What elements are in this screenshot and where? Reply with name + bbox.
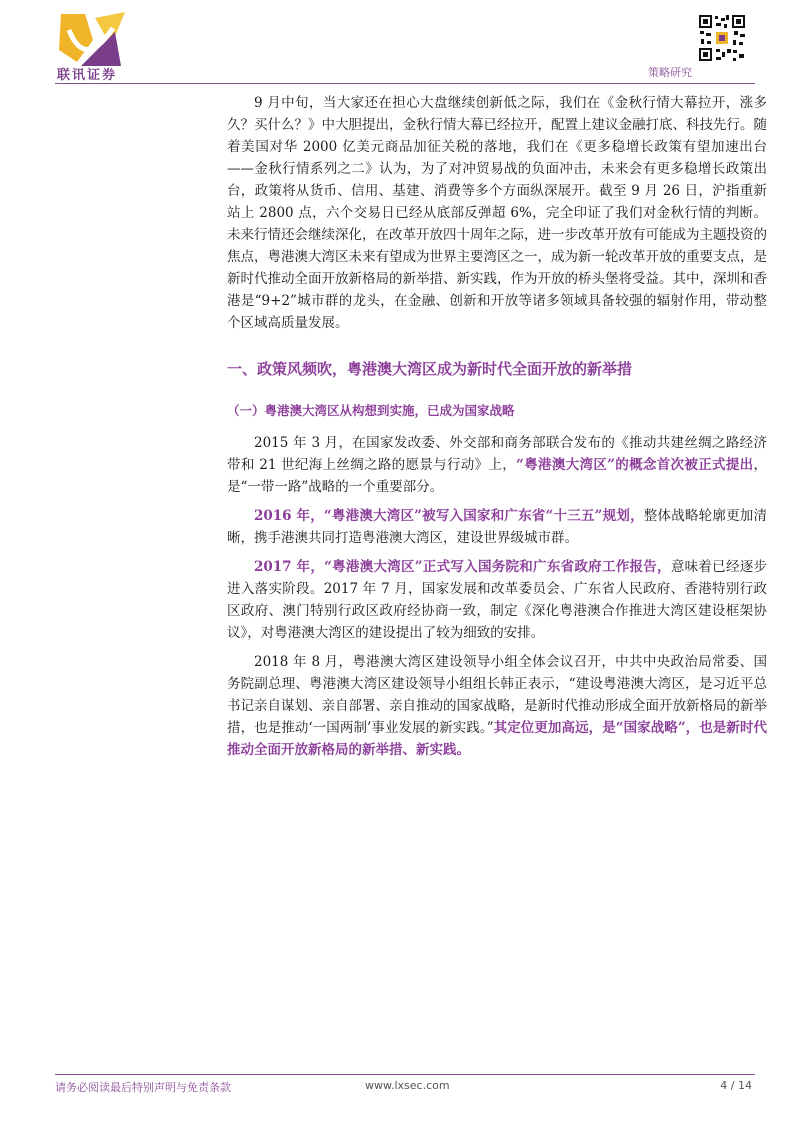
document-body xyxy=(227,92,767,768)
paragraph-2015 xyxy=(227,432,767,498)
footer-website-link[interactable]: www.lxsec.com xyxy=(365,1079,450,1092)
section-heading: 一、政策风频吹，粤港澳大湾区成为新时代全面开放的新举措 xyxy=(227,360,633,378)
header-divider xyxy=(55,83,755,84)
paragraph-text: 整体战略轮廓更加清晰，携手港澳共同打造粤港澳大湾区，建设世界级城市群。 xyxy=(227,508,767,546)
paragraph-text: 2018 年 8 月，粤港澳大湾区建设领导小组全体会议召开，中共中央政治局常委、国务院副总理、粤港澳大湾区建设领导小组组长韩正表示，“建设粤港澳大湾区，是习近平总书记亲自谋划、亲自部署、亲自推动的国家战略，是新时代推动形成全面开放新格局的新举措，也是推动‘一国两制’事业发展的新实践。” xyxy=(227,654,767,736)
intro-paragraph: 9 月中旬，当大家还在担心大盘继续创新低之际，我们在《金秋行情大幕拉开，涨多久？买什么？》中大胆提出，金秋行情大幕已经拉开，配置上建议金融打底、科技先行。随着美国对华 2000 亿美元商品加征关税的落地，我们在《更多稳增长政策有望加速出台——金秋行情系列之二》认为，为了对冲贸易战的负面冲击，未来会有更多稳增长政策出台，政策将从货币、信用、基建、消费等多个方面纵深展开。截至 9 月 26 日，沪指重新站上 2800 点，六个交易日已经从底部反弹超 6%，完全印证了我们对金秋行情的判断。未来行情还会继续深化，在改革开放四十周年之际，进一步改革开放有可能成为主题投资的焦点，粤港澳大湾区未来有望成为世界主要湾区之一，成为新一轮改革开放的重要支点，是新时代推动全面开放新格局的新举措、新实践，作为开放的桥头堡将受益。其中，深圳和香港是“9+2”城市群的龙头，在金融、创新和开放等诸多领域具备较强的辐射作用，带动整个区域高质量发展。 xyxy=(227,95,767,331)
paragraph-2018 xyxy=(227,651,767,761)
paragraph-2016 xyxy=(227,505,767,549)
paragraph-text: ，是“一带一路”战略的一个重要部分。 xyxy=(227,457,768,495)
paragraph-text: 意味着已经逐步进入落实阶段。2017 年 7 月，国家发展和改革委员会、广东省人民政府、香港特别行政区政府、澳门特别行政区政府经协商一致，制定《深化粤港澳合作推进大湾区建设框架协议》，对粤港澳大湾区的建设提出了较为细致的安排。 xyxy=(227,559,768,641)
report-section-label: 策略研究 xyxy=(648,66,692,79)
highlight-text: 其定位更加高远，是“国家战略”，也是新时代推动全面开放新格局的新举措、新实践。 xyxy=(227,720,768,758)
page-number: 4 / 14 xyxy=(720,1079,752,1092)
highlight-text: 2017 年，“粤港澳大湾区”正式写入国务院和广东省政府工作报告， xyxy=(254,559,671,575)
qr-code-icon xyxy=(698,14,746,62)
page-header xyxy=(0,0,800,84)
highlight-text: “粤港澳大湾区”的概念首次被正式提出 xyxy=(516,457,754,473)
logo-text: 联讯证券 xyxy=(57,68,118,83)
footer-divider xyxy=(55,1074,755,1075)
paragraph-2017 xyxy=(227,556,767,644)
paragraph-text: 2015 年 3 月，在国家发改委、外交部和商务部联合发布的《推动共建丝绸之路经济带和 21 世纪海上丝绸之路的愿景与行动》上， xyxy=(227,435,767,473)
highlight-text: 2016 年，“粤港澳大湾区”被写入国家和广东省“十三五”规划， xyxy=(254,508,644,524)
subsection-heading: （一）粤港澳大湾区从构想到实施，已成为国家战略 xyxy=(227,403,515,418)
company-logo-icon xyxy=(55,10,133,72)
footer-disclaimer: 请务必阅读最后特别声明与免责条款 xyxy=(55,1081,231,1094)
